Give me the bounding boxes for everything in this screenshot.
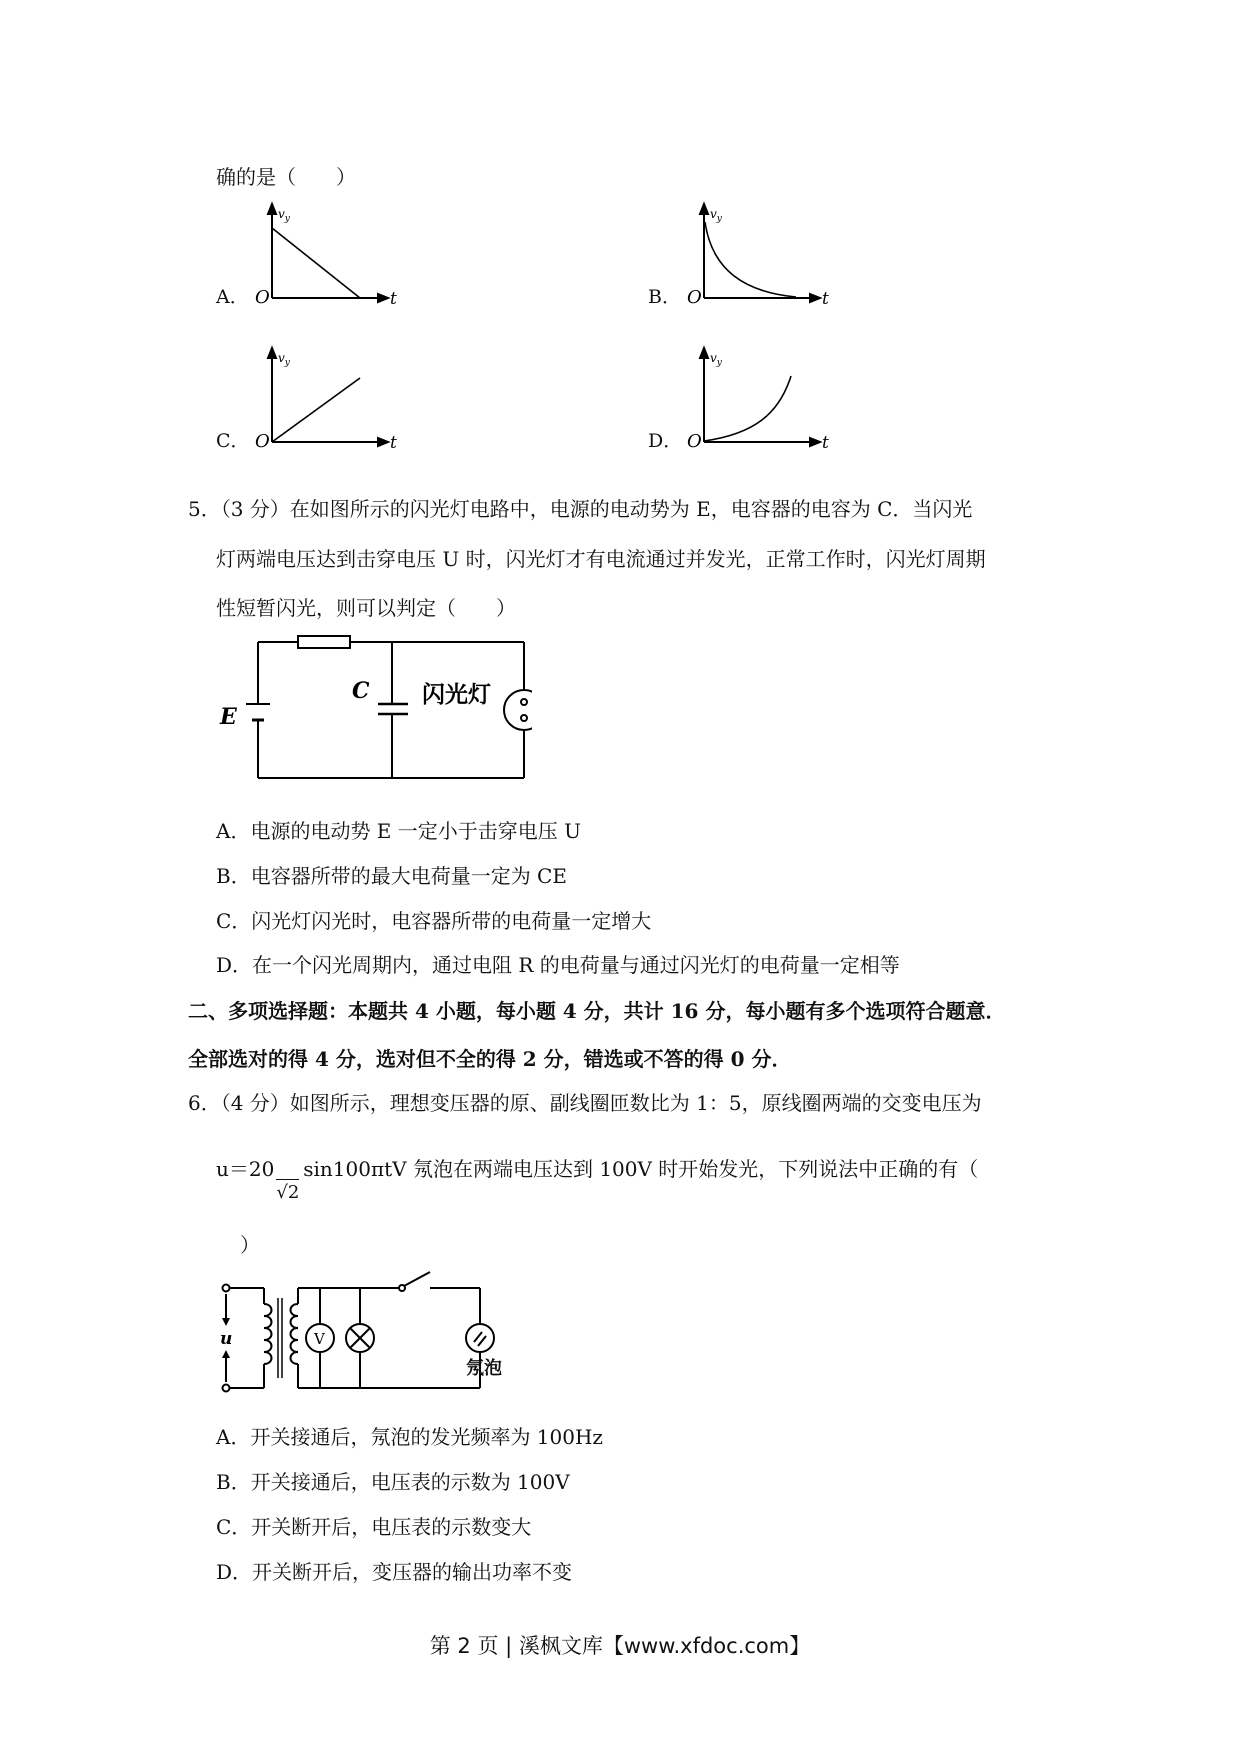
q5-option-a: A．电源的电动势 E 一定小于击穿电压 U <box>216 819 581 843</box>
neon-bulb-label: 氖泡 <box>466 1358 502 1379</box>
circuit-lamp-label: 闪光灯 <box>422 681 491 708</box>
q4-graph-d-origin: O <box>687 431 702 452</box>
circuit-c-label: C <box>352 678 370 704</box>
q4-graph-a-origin: O <box>255 287 270 308</box>
q4-graph-d <box>684 344 834 459</box>
q4-graph-b <box>684 200 834 315</box>
q4-curve-d <box>704 376 791 441</box>
q6-option-c: C．开关断开后，电压表的示数变大 <box>216 1515 532 1539</box>
q5-option-c: C．闪光灯闪光时，电容器所带的电荷量一定增大 <box>216 909 652 933</box>
neon-bulb-symbol <box>466 1324 494 1352</box>
q6-option-b: B．开关接通后，电压表的示数为 100V <box>216 1470 570 1494</box>
flash-lamp-symbol <box>504 690 532 730</box>
q6-stem-line2 <box>216 1156 979 1203</box>
q4-graph-a-ylabel: $v_y$ <box>278 207 290 224</box>
q4-graph-c <box>252 344 402 459</box>
section2-heading-line1: 二、多项选择题：本题共 4 小题，每小题 4 分，共计 16 分，每小题有多个选项符合题意． <box>188 999 1006 1023</box>
q4-graph-c-origin: O <box>255 431 270 452</box>
q4-option-d-letter: D． <box>648 430 683 452</box>
q6-formula-post: sin100πtV 氖泡在两端电压达到 100V 时开始发光，下列说法中正确的有（ <box>303 1157 979 1181</box>
q6-stem-line3: ） <box>240 1233 260 1257</box>
secondary-coil-symbol <box>291 1304 299 1364</box>
q4-curve-c <box>272 378 360 442</box>
primary-coil-symbol <box>264 1304 272 1364</box>
q6-option-d: D．开关断开后，变压器的输出功率不变 <box>216 1560 573 1584</box>
resistor-symbol <box>298 636 350 648</box>
q5-stem-line3: 性短暂闪光，则可以判定（ ） <box>216 596 516 620</box>
q4-graph-d-ylabel: $v_y$ <box>710 351 722 368</box>
q4-graph-b-xlabel: t <box>822 289 829 309</box>
circuit-e-label: E <box>220 704 237 730</box>
q5-option-b: B．电容器所带的最大电荷量一定为 CE <box>216 864 567 888</box>
q6-formula-pre: u＝20 <box>216 1157 275 1181</box>
q5-stem-line2: 灯两端电压达到击穿电压 U 时，闪光灯才有电流通过并发光，正常工作时，闪光灯周期 <box>216 547 986 571</box>
q4-option-a-letter: A． <box>216 286 249 308</box>
q5-option-d: D．在一个闪光周期内，通过电阻 R 的电荷量与通过闪光灯的电荷量一定相等 <box>216 953 900 977</box>
q4-graph-c-xlabel: t <box>390 433 397 453</box>
q6-stem-line1: 6．（4 分）如图所示，理想变压器的原、副线圈匝数比为 1：5，原线圈两端的交变电压为 <box>188 1091 982 1115</box>
q4-option-c-letter: C． <box>216 430 250 452</box>
q4-graph-a <box>252 200 402 315</box>
section2-heading-line2: 全部选对的得 4 分，选对但不全的得 2 分，错选或不答的得 0 分． <box>188 1047 792 1071</box>
q4-graph-b-ylabel: $v_y$ <box>710 207 722 224</box>
q4-graph-c-ylabel: $v_y$ <box>278 351 290 368</box>
q4-graph-a-xlabel: t <box>390 289 397 309</box>
q6-formula-sqrt: √2 <box>276 1179 299 1206</box>
circuit-u-label: u <box>220 1329 233 1349</box>
q5-flash-circuit-diagram <box>212 628 532 788</box>
q5-stem-line1: 5．（3 分）在如图所示的闪光灯电路中，电源的电动势为 E，电容器的电容为 C．当闪光 <box>188 497 973 521</box>
q4-curve-a <box>272 228 360 298</box>
q6-option-a: A．开关接通后，氖泡的发光频率为 100Hz <box>216 1425 603 1449</box>
q4-graph-b-origin: O <box>687 287 702 308</box>
q4-curve-b <box>705 222 796 297</box>
voltmeter-v-label: V <box>314 1330 325 1348</box>
q4-option-b-letter: B． <box>648 286 681 308</box>
page-footer: 第 2 页 | 溪枫文库【www.xfdoc.com】 <box>429 1634 811 1658</box>
q4-tail-text: 确的是（ ） <box>216 165 356 189</box>
q4-graph-d-xlabel: t <box>822 433 829 453</box>
